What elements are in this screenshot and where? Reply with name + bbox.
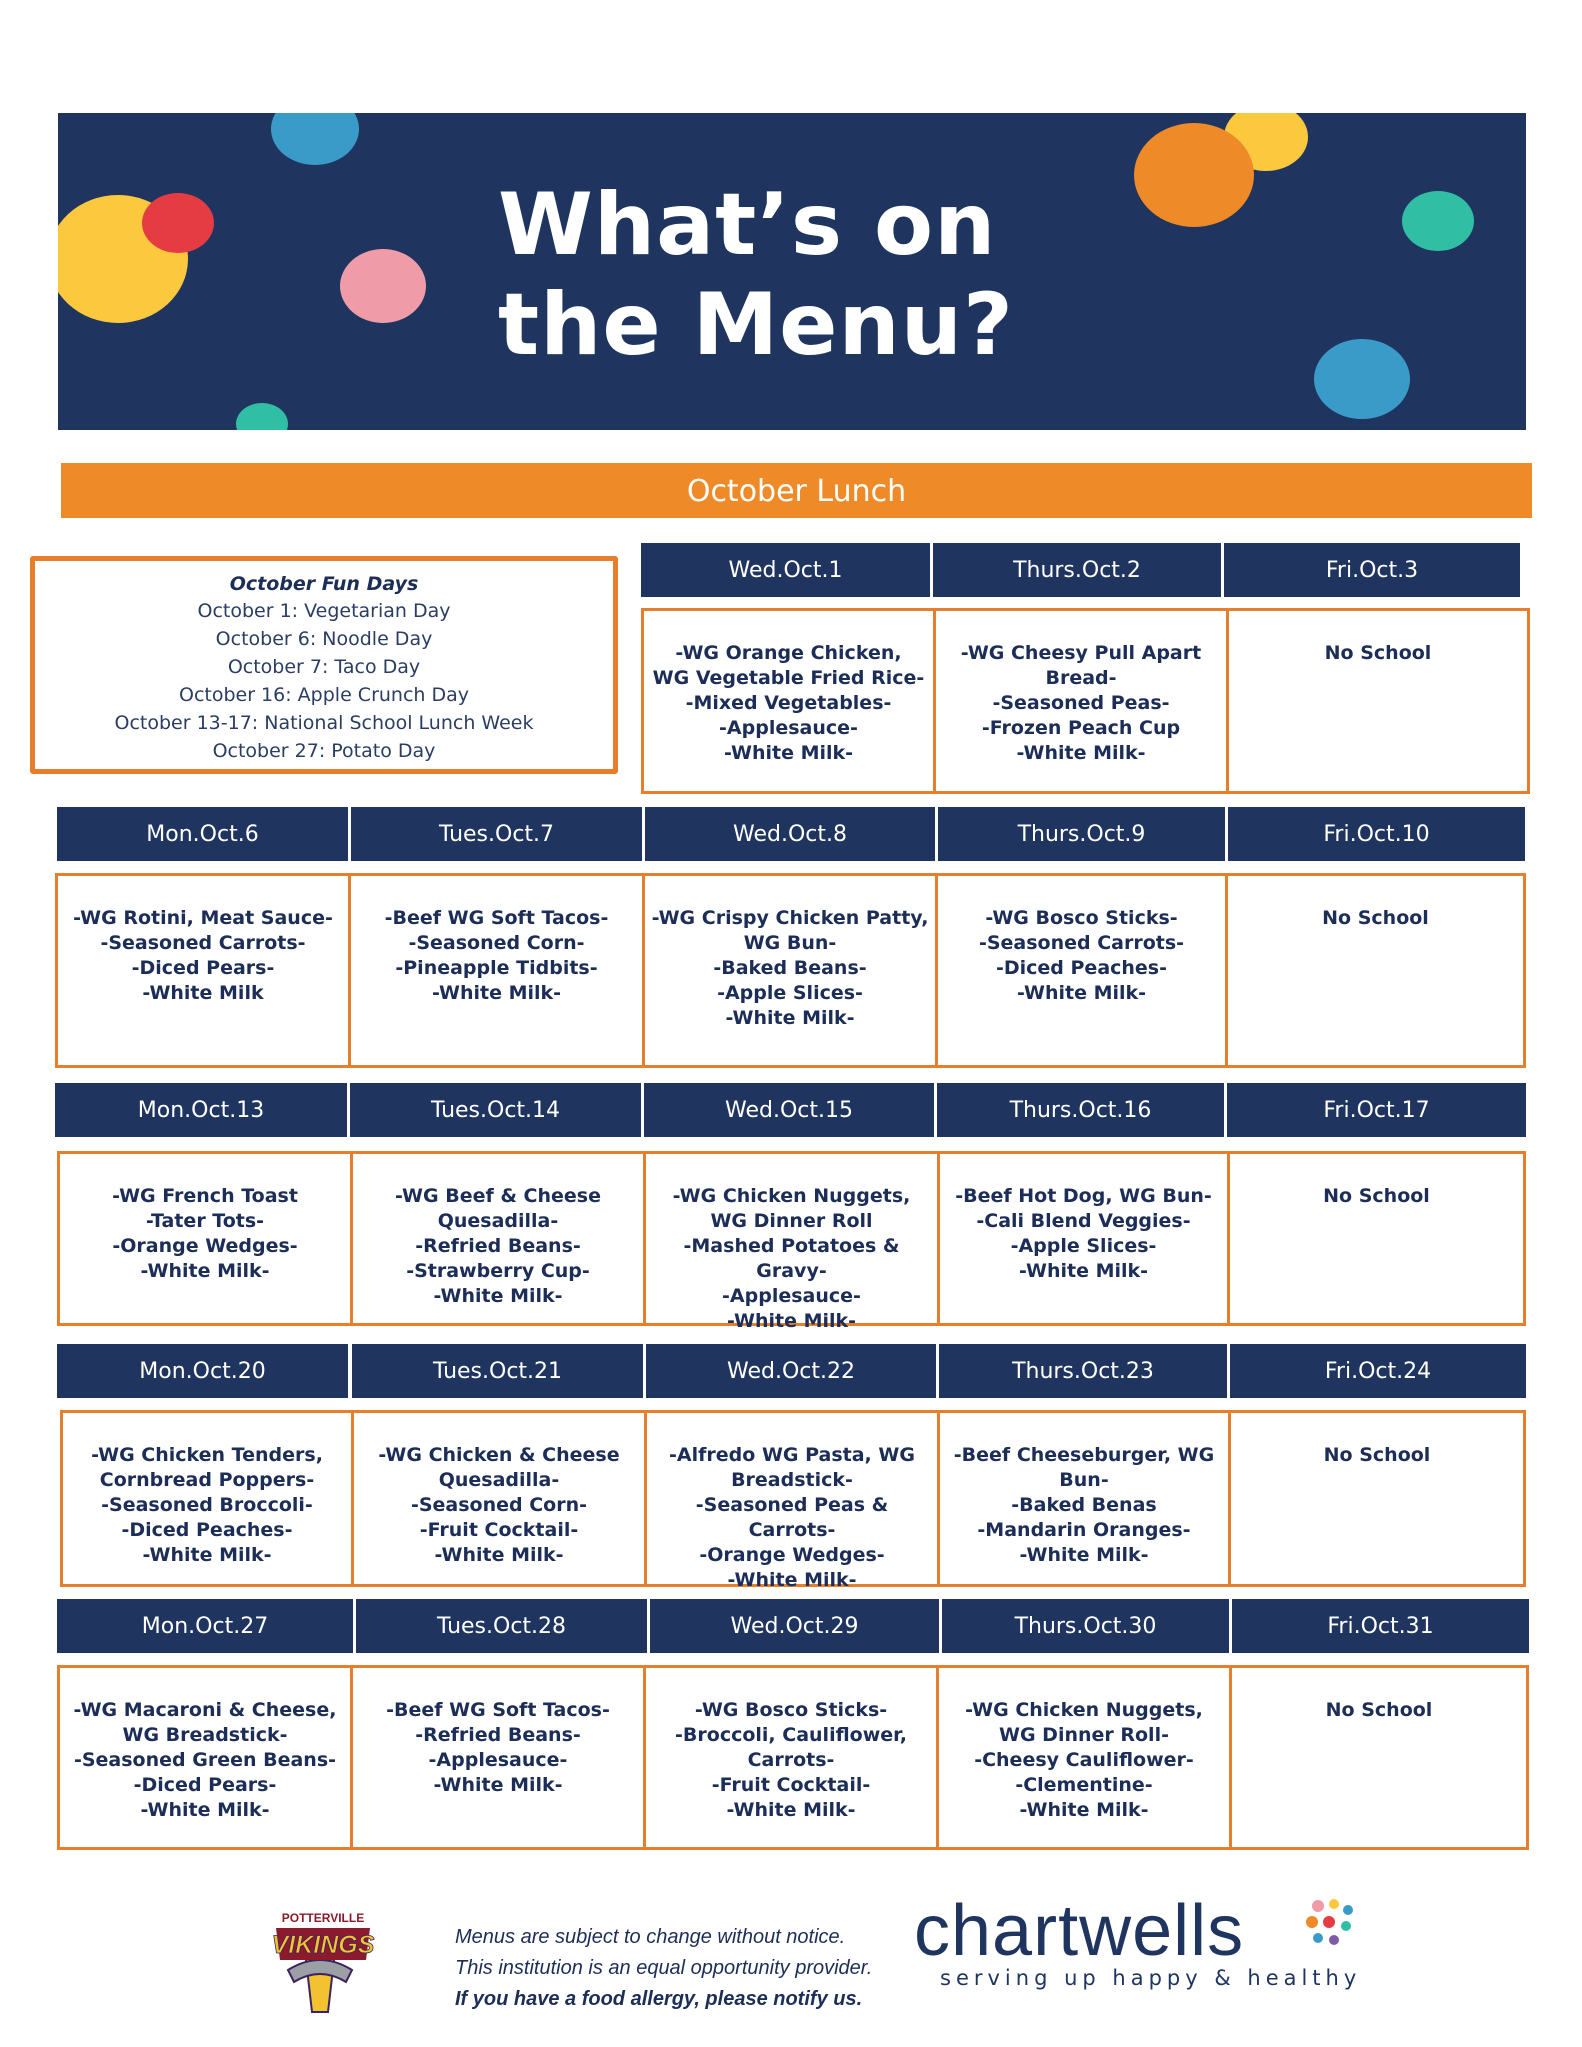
menu-line: -WG Orange Chicken, [675,642,902,664]
day-header: Mon.Oct.20 [57,1344,348,1398]
day-header: Fri.Oct.31 [1232,1599,1529,1653]
menu-cell [937,1410,1231,1587]
day-header: Thurs.Oct.9 [938,807,1225,861]
menu-disclaimer [455,1922,925,2015]
menu-line: -WG Cheesy Pull Apart [960,642,1202,664]
menu-banner [58,113,1526,430]
menu-line: -Fruit Cocktail- [419,1519,579,1541]
fun-day-item: October 13-17: National School Lunch Week [114,712,534,734]
day-header: Mon.Oct.13 [55,1083,347,1137]
menu-line: -WG Rotini, Meat Sauce- [73,907,333,929]
potterville-vikings-logo [248,1900,398,2020]
menu-line: -Clementine- [1015,1774,1153,1796]
day-header: Tues.Oct.14 [350,1083,641,1137]
day-header: Thurs.Oct.16 [937,1083,1224,1137]
day-header: Thurs.Oct.2 [933,543,1221,597]
menu-cell [351,1410,647,1587]
menu-line: -Seasoned Peas & Carrots- [695,1494,889,1541]
day-header: Mon.Oct.6 [57,807,348,861]
menu-line: -Seasoned Peas- [992,692,1170,714]
menu-line: WG Dinner Roll- [999,1724,1169,1746]
menu-line: -Broccoli, Cauliflower, [675,1724,907,1746]
allergy-notice: If you have a food allergy, please notify us. [455,1988,863,2010]
menu-line: -Applesauce- [722,1285,861,1307]
chartwells-logo [914,1890,1394,2000]
day-header: Wed.Oct.29 [650,1599,939,1653]
menu-line: No School [1324,642,1432,664]
menu-cell [644,1410,940,1591]
menu-cell [641,608,936,794]
menu-line: -White Milk- [433,1285,563,1307]
menu-line: -Fruit Cocktail- [711,1774,871,1796]
menu-line: -White Milk- [725,1007,855,1029]
menu-cell [937,1151,1230,1326]
menu-line: -Seasoned Corn- [408,932,585,954]
menu-line: -WG Chicken Tenders, [91,1444,323,1466]
menu-line: -White Milk- [434,1544,564,1566]
chartwells-wordmark: chartwells [914,1891,1245,1971]
month-strip: October Lunch [61,463,1532,518]
svg-text:POTTERVILLE: POTTERVILLE [281,1911,365,1925]
menu-line: -Diced Pears- [131,957,275,979]
menu-line: -Beef WG Soft Tacos- [384,907,609,929]
day-header: Tues.Oct.28 [356,1599,647,1653]
menu-line: -Beef WG Soft Tacos- [386,1699,610,1721]
day-header: Wed.Oct.22 [646,1344,936,1398]
menu-line: -Orange Wedges- [112,1235,298,1257]
menu-line: -WG Beef & Cheese [395,1185,601,1207]
menu-cell [1225,873,1526,1068]
menu-line: -White Milk- [1019,1799,1149,1821]
svg-text:VIKINGS: VIKINGS [271,1931,375,1959]
menu-line: -White Milk- [727,1569,857,1591]
menu-line: -Mashed Potatoes & Gravy- [683,1235,900,1282]
menu-line: Bun- [1059,1469,1109,1491]
menu-line: -White Milk- [723,742,854,764]
fun-day-item: October 16: Apple Crunch Day [178,684,470,706]
menu-cell [55,873,351,1068]
fun-days-box [30,556,618,774]
page-title: What’s on the Menu? [498,175,1014,375]
fun-day-item: October 27: Potato Day [212,740,436,762]
day-header: Fri.Oct.24 [1230,1344,1526,1398]
menu-line: Cornbread Poppers- [99,1469,315,1491]
chartwells-dots-icon [1302,1896,1362,1956]
menu-line: -White Milk- [433,1774,563,1796]
menu-line: -White Milk- [140,1260,270,1282]
menu-line: -Diced Pears- [133,1774,277,1796]
menu-line: -Applesauce- [719,717,858,739]
menu-cell [57,1665,353,1850]
vikings-logo-graphic [248,1900,398,2020]
menu-line: -Seasoned Broccoli- [101,1494,313,1516]
menu-line: Breadstick- [731,1469,853,1491]
menu-line: No School [1323,1444,1431,1466]
decorative-dot [1134,123,1254,227]
menu-line: -White Milk [142,982,264,1004]
menu-line: -White Milk- [1018,1260,1149,1282]
menu-line: -Beef Hot Dog, WG Bun- [955,1185,1212,1207]
menu-line: -Beef Cheeseburger, WG [953,1444,1215,1466]
menu-cell [1227,1151,1526,1326]
menu-line: -Seasoned Corn- [410,1494,588,1516]
menu-line: -Seasoned Carrots- [100,932,306,954]
menu-cell [1226,608,1530,794]
decorative-dot [1402,191,1474,251]
menu-cell [1228,1410,1526,1587]
menu-cell [643,1151,940,1332]
menu-line: -Diced Peaches- [121,1519,293,1541]
menu-line: No School [1325,1699,1433,1721]
menu-line: -Cali Blend Veggies- [976,1210,1191,1232]
menu-cell [933,608,1229,794]
menu-line: WG Breadstick- [122,1724,288,1746]
menu-line: -Seasoned Green Beans- [73,1749,337,1771]
fun-day-item: October 6: Noodle Day [215,628,433,650]
fun-day-item: October 1: Vegetarian Day [197,600,451,622]
menu-cell [57,1151,353,1326]
day-header: Tues.Oct.21 [352,1344,643,1398]
menu-line: -WG Macaroni & Cheese, [73,1699,337,1721]
menu-line: Bread- [1045,667,1117,689]
day-header: Fri.Oct.10 [1228,807,1525,861]
menu-line: -WG Chicken Nuggets, [965,1699,1203,1721]
menu-cell [348,873,645,1068]
disclaimer-line: This institution is an equal opportunity provider. [455,1957,873,1979]
menu-line: No School [1322,907,1429,929]
day-header: Tues.Oct.7 [351,807,642,861]
decorative-dot [1314,339,1410,419]
day-header: Wed.Oct.15 [644,1083,934,1137]
menu-line: -Diced Peaches- [995,957,1168,979]
menu-line: -WG Bosco Sticks- [985,907,1178,929]
menu-line: WG Vegetable Fried Rice- [652,667,925,689]
menu-line: -Cheesy Cauliflower- [974,1749,1194,1771]
menu-line: -WG Bosco Sticks- [694,1699,888,1721]
disclaimer-line: Menus are subject to change without notice. [455,1926,846,1948]
menu-line: -White Milk- [726,1310,857,1332]
decorative-dot [340,249,426,323]
menu-cell [936,1665,1232,1850]
menu-cell [643,1665,939,1850]
fun-day-item: October 7: Taco Day [227,656,421,678]
menu-cell [350,1151,646,1326]
menu-line: -Apple Slices- [1010,1235,1157,1257]
menu-line: -WG Chicken & Cheese [378,1444,620,1466]
decorative-dot [142,193,214,253]
menu-line: WG Bun- [743,932,837,954]
menu-line: -White Milk- [431,982,562,1004]
menu-cell [935,873,1228,1068]
day-header: Thurs.Oct.23 [939,1344,1227,1398]
menu-line: -Mandarin Oranges- [977,1519,1191,1541]
fun-days-title: October Fun Days [229,573,419,595]
menu-line: -White Milk- [140,1799,270,1821]
menu-cell [642,873,938,1068]
decorative-dot [271,113,359,165]
menu-line: -Orange Wedges- [699,1544,885,1566]
menu-line: Quesadilla- [437,1210,559,1232]
menu-line: -White Milk- [1016,982,1147,1004]
menu-line: -WG Crispy Chicken Patty, [651,907,929,929]
menu-line: Quesadilla- [438,1469,560,1491]
menu-line: -White Milk- [1019,1544,1149,1566]
day-header: Wed.Oct.8 [645,807,935,861]
menu-line: -Refried Beans- [415,1724,581,1746]
menu-line: -White Milk- [1016,742,1146,764]
menu-line: -Baked Benas [1011,1494,1157,1516]
menu-line: -Applesauce- [428,1749,568,1771]
day-header: Wed.Oct.1 [641,543,930,597]
menu-line: -Apple Slices- [717,982,863,1004]
menu-line: -Refried Beans- [415,1235,581,1257]
menu-line: -White Milk- [142,1544,272,1566]
day-header: Thurs.Oct.30 [942,1599,1229,1653]
menu-line: -Seasoned Carrots- [978,932,1185,954]
day-header: Fri.Oct.3 [1224,543,1520,597]
menu-line: -White Milk- [726,1799,856,1821]
menu-line: -Baked Beans- [713,957,867,979]
menu-cell [350,1665,646,1850]
day-header: Mon.Oct.27 [57,1599,353,1653]
menu-line: -Tater Tots- [145,1210,265,1232]
menu-line: WG Dinner Roll [710,1210,873,1232]
menu-line: Carrots- [747,1749,835,1771]
menu-line: No School [1323,1185,1430,1207]
menu-line: -Mixed Vegetables- [685,692,892,714]
menu-line: -Pineapple Tidbits- [395,957,598,979]
decorative-dot [236,403,288,430]
menu-line: -Strawberry Cup- [406,1260,590,1282]
menu-line: -WG Chicken Nuggets, [672,1185,911,1207]
menu-cell [60,1410,354,1587]
menu-line: -WG French Toast [112,1185,298,1207]
menu-cell [1229,1665,1529,1850]
day-header: Fri.Oct.17 [1227,1083,1526,1137]
menu-line: -Frozen Peach Cup [981,717,1181,739]
menu-line: -Alfredo WG Pasta, WG [669,1444,915,1466]
chartwells-tagline: serving up happy & healthy [940,1966,1362,1990]
